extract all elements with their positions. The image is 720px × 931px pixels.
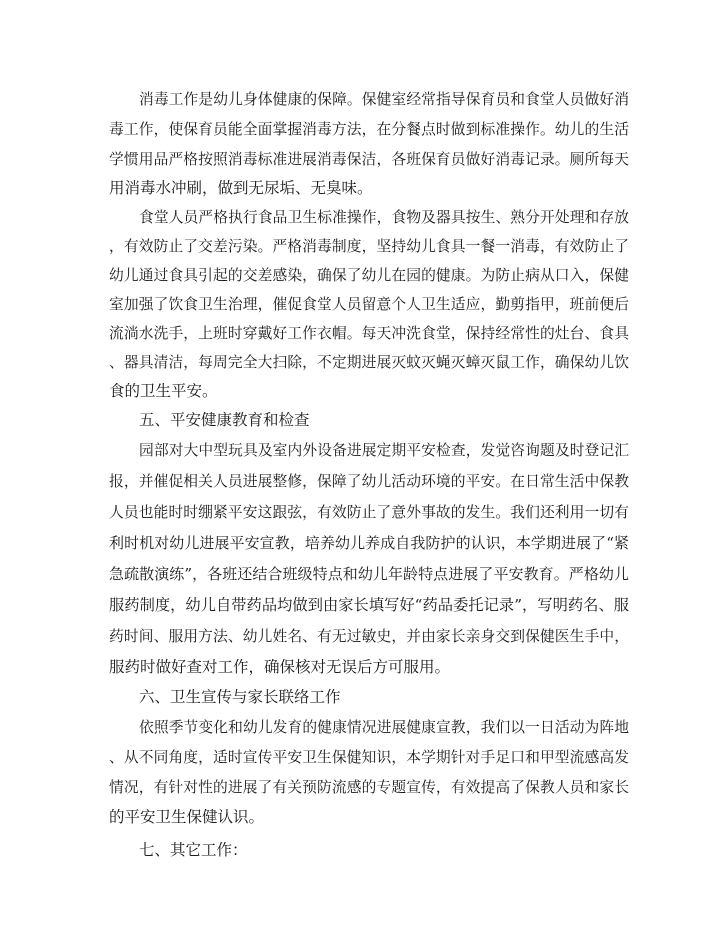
- text-line: 报，并催促相关人员进展整修，保障了幼儿活动环境的平安。在日常生活中保教: [109, 473, 629, 490]
- text-line: 幼儿通过食具引起的交差感染，确保了幼儿在园的健康。为防止病从口入，保健: [109, 267, 629, 284]
- text-line: 食的卫生平安。: [109, 382, 218, 400]
- text-line: 急疏散演练”，各班还结合班级特点和幼儿年龄特点进展了平安教育。严格幼儿: [109, 565, 629, 583]
- text-line: 食堂人员严格执行食品卫生标准操作，食物及器具按生、熟分开处理和存放: [139, 209, 629, 226]
- text-line: ，有效防止了交差污染。严格消毒制度，坚持幼儿食具一餐一消毒，有效防止了: [109, 238, 629, 255]
- text-line: 依照季节变化和幼儿发育的健康情况进展健康宣教，我们以一日活动为阵地: [139, 719, 629, 736]
- section-heading: 七、其它工作：: [139, 841, 248, 859]
- text-line: 服药时做好查对工作，确保核对无误后方可服用。: [109, 658, 451, 676]
- section-heading: 六、卫生宣传与家长联络工作: [139, 688, 341, 706]
- text-line: 毒工作，使保育员能全面掌握消毒方法，在分餐点时做到标准操作。幼儿的生活: [109, 121, 629, 138]
- text-line: 服药制度，幼儿自带药品均做到由家长填写好“药品委托记录”，写明药名、服: [109, 596, 629, 614]
- text-line: 园部对大中型玩具及室内外设备进展定期平安检查，发觉咨询题及时登记汇: [139, 442, 629, 459]
- text-line: 情况，有针对性的进展了有关预防流感的专题宣传，有效提高了保教人员和家长: [109, 779, 629, 796]
- text-line: 、器具清洁，每周完全大扫除，不定期进展灭蚊灭蝇灭蟑灭鼠工作，确保幼儿饮: [109, 354, 629, 371]
- text-line: 学惯用品严格按照消毒标准进展消毒保洁，各班保育员做好消毒记录。厕所每天: [109, 151, 629, 168]
- text-line: 人员也能时时绷紧平安这跟弦，有效防止了意外事故的发生。我们还利用一切有: [109, 504, 629, 521]
- text-line: 室加强了饮食卫生治理，催促食堂人员留意个人卫生适应，勤剪指甲，班前便后: [109, 296, 629, 313]
- text-line: 流淌水洗手，上班时穿戴好工作衣帽。每天冲洗食堂，保持经常性的灶台、食具: [109, 325, 629, 342]
- text-line: 药时间、服用方法、幼儿姓名、有无过敏史，并由家长亲身交到保健医生手中，: [109, 628, 629, 645]
- text-line: 利时机对幼儿进展平安宣教，培养幼儿养成自我防护的认识，本学期进展了“紧: [109, 534, 629, 552]
- text-line: 用消毒水冲刷，做到无尿垢、无臭味。: [109, 179, 373, 197]
- section-heading: 五、平安健康教育和检查: [139, 411, 310, 429]
- text-line: 的平安卫生保健认识。: [109, 808, 265, 826]
- text-line: 消毒工作是幼儿身体健康的保障。保健室经常指导保育员和食堂人员做好消: [139, 91, 629, 108]
- text-line: 、从不同角度，适时宣传平安卫生保健知识，本学期针对手足口和甲型流感高发: [109, 749, 629, 766]
